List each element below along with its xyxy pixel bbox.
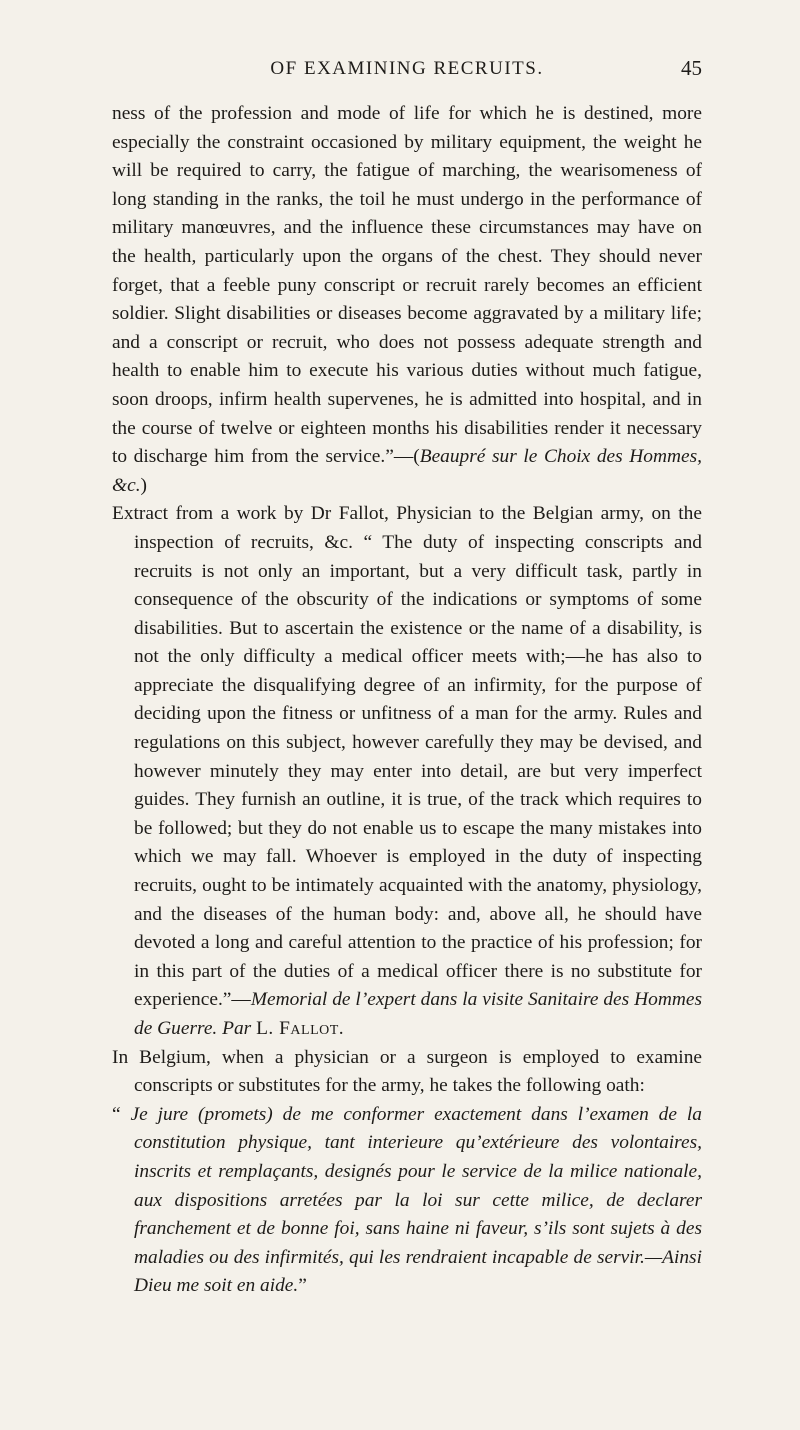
paragraph-belgium-oath — [112, 1044, 702, 1101]
citation-beaupre: Beaupré sur le Choix des Hommes, &c. — [112, 446, 702, 496]
running-header — [112, 58, 702, 88]
paragraph-text: ness of the profession and mode of life for which he is destined, more especially the constraint occasioned by military equipment, the weight he will be required to carry, the fatigue of marching, the wearisomeness of long standing in the ranks, the toil he must undergo in the performance of military manœuvres, and the influence these circumstances may have on the health, particularly upon the organs of the chest. They should never forget, that a feeble puny conscript or recruit rarely becomes an efficient soldier. Slight disabilities or diseases become aggravated by a military life; and a conscript or recruit, who does not possess adequate strength and health to enable him to execute his various duties without much fatigue, soon droops, infirm health supervenes, he is admitted into hospital, and in the course of twelve or eighteen months his disabilities render it necessary to discharge him from the service.”—( — [112, 103, 702, 468]
oath-text: Je jure (promets) de me conformer exactement dans l’examen de la constitution physique, tant interieure qu’extérieure des volontaires, inscrits et remplaçants, designés pour le service de la milice nationale, aux dispositions arretées par la loi sur cette milice, de declarer franchement et de bonne foi, sans haine ni faveur, s’ils sont sujets à des maladies ou des infirmités, qui les rendraient incapable de servir.—Ainsi Dieu me soit en aide. — [130, 1103, 702, 1297]
paragraph-text: Extract from a work by Dr Fallot, Physician to the Belgian army, on the inspection of recruits, &c. “ The duty of inspecting conscripts and recruits is not only an important, but a very difficult task, partly in consequence of the obscurity of the indications or symptoms of some disabilities. But to ascertain the existence or the name of a disability, is not the only difficulty a medical officer meets with;—he has also to appreciate the disqualifying degree of an infirmity, for the purpose of deciding upon the fitness or unfitness of a man for the army. Rules and regulations on this subject, however carefully they may be devised, and however minutely they may enter into detail, are but very imperfect guides. They furnish an outline, it is true, of the track which requires to be followed; but they do not enable us to escape the many mistakes into which we may fall. Whoever is employed in the duty of inspecting recruits, ought to be intimately acquainted with the anatomy, physiology, and the diseases of the human body: and, above all, he should have devoted a long and careful attention to the practice of his profession; for in this part of the duties of a medical officer there is no substitute for experience.”— — [112, 503, 702, 1011]
oath-open-quote: “ — [112, 1103, 131, 1125]
paragraph-fallot — [112, 500, 702, 1043]
citation-author: L. Fallot. — [256, 1018, 345, 1039]
citation-fallot: Memorial de l’expert dans la visite Sanitaire des Hommes de Guerre. Par — [134, 989, 702, 1039]
paragraph-text-end: ) — [140, 474, 148, 496]
oath-close-quote: ” — [298, 1275, 307, 1297]
body-text — [112, 100, 702, 1301]
paragraph-oath-text — [112, 1101, 702, 1301]
page-number: 45 — [681, 56, 702, 80]
running-title: OF EXAMINING RECRUITS. — [270, 58, 544, 79]
book-page — [112, 58, 702, 1301]
paragraph-beaupre — [112, 100, 702, 500]
paragraph-text: In Belgium, when a physician or a surgeon is employed to examine conscripts or substitutes for the army, he takes the following oath: — [112, 1046, 702, 1097]
